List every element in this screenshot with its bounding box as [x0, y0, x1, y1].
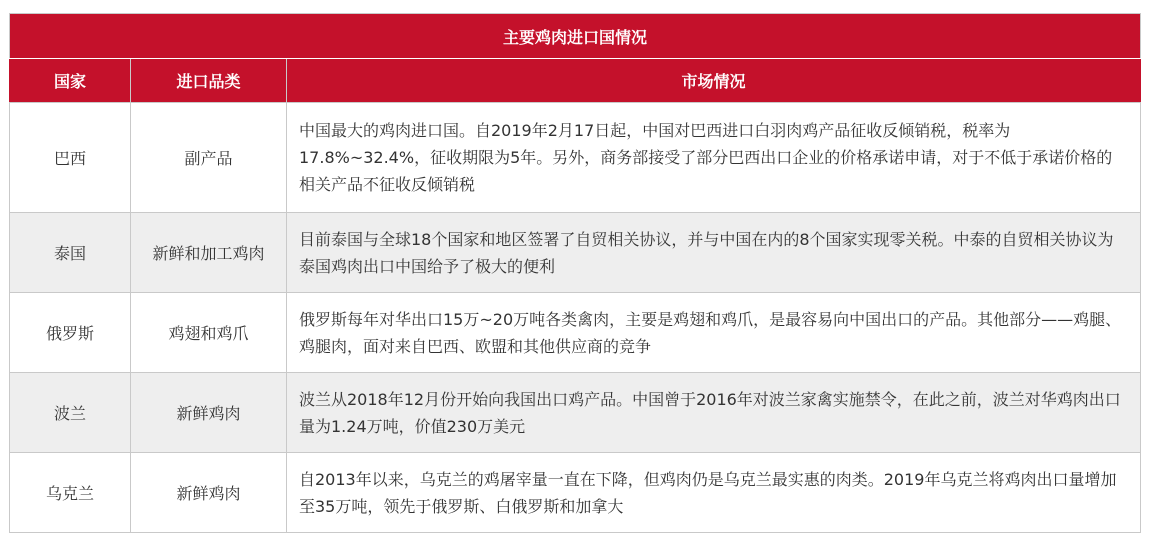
table-row: [10, 453, 1141, 533]
country-cell: 巴西: [10, 103, 131, 213]
table-row: [10, 213, 1141, 293]
table-row: [10, 103, 1141, 213]
market-cell: 自2013年以来，乌克兰的鸡屠宰量一直在下降，但鸡肉仍是乌克兰最实惠的肉类。2019年乌克兰将鸡肉出口量增加至35万吨，领先于俄罗斯、白俄罗斯和加拿大: [287, 453, 1141, 533]
country-cell: 俄罗斯: [10, 293, 131, 373]
category-cell: 新鲜鸡肉: [131, 373, 287, 453]
header-category: 进口品类: [131, 59, 287, 103]
country-cell: 波兰: [10, 373, 131, 453]
country-cell: 泰国: [10, 213, 131, 293]
header-country: 国家: [10, 59, 131, 103]
table-row: [10, 293, 1141, 373]
market-cell: 目前泰国与全球18个国家和地区签署了自贸相关协议，并与中国在内的8个国家实现零关税。中泰的自贸相关协议为泰国鸡肉出口中国给予了极大的便利: [287, 213, 1141, 293]
table-title: 主要鸡肉进口国情况: [10, 14, 1141, 59]
market-cell: 波兰从2018年12月份开始向我国出口鸡产品。中国曾于2016年对波兰家禽实施禁令，在此之前，波兰对华鸡肉出口量为1.24万吨，价值230万美元: [287, 373, 1141, 453]
market-cell: 俄罗斯每年对华出口15万~20万吨各类禽肉，主要是鸡翅和鸡爪，是最容易向中国出口的产品。其他部分——鸡腿、鸡腿肉，面对来自巴西、欧盟和其他供应商的竞争: [287, 293, 1141, 373]
category-cell: 鸡翅和鸡爪: [131, 293, 287, 373]
category-cell: 新鲜鸡肉: [131, 453, 287, 533]
chicken-import-table: [9, 13, 1141, 533]
category-cell: 新鲜和加工鸡肉: [131, 213, 287, 293]
header-market: 市场情况: [287, 59, 1141, 103]
category-cell: 副产品: [131, 103, 287, 213]
table-row: [10, 373, 1141, 453]
market-cell: 中国最大的鸡肉进口国。自2019年2月17日起，中国对巴西进口白羽肉鸡产品征收反倾销税，税率为17.8%~32.4%，征收期限为5年。另外，商务部接受了部分巴西出口企业的价格承诺申请，对于不低于承诺价格的相关产品不征收反倾销税: [287, 103, 1141, 213]
country-cell: 乌克兰: [10, 453, 131, 533]
